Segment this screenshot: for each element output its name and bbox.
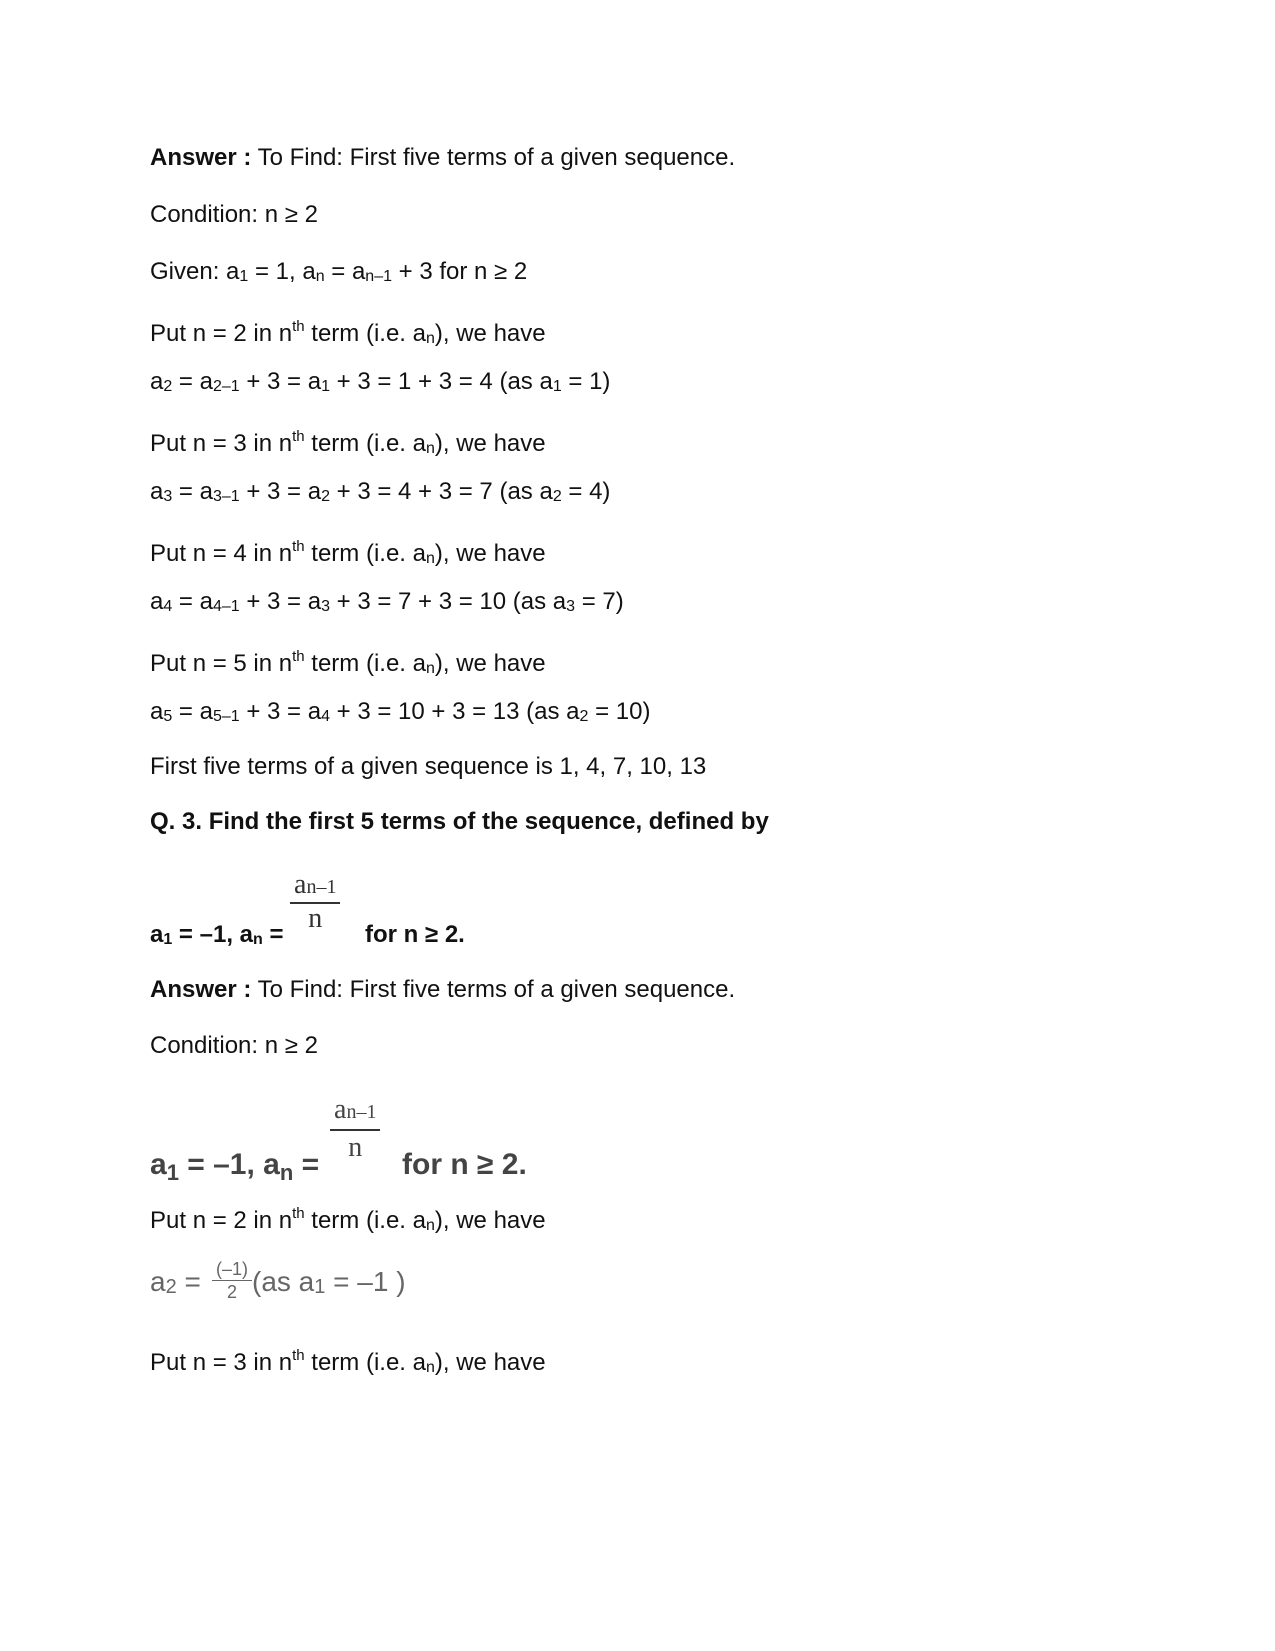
equation-line: a4 = a4–1 + 3 = a3 + 3 = 7 + 3 = 10 (as a3 = 7) xyxy=(150,588,624,615)
equation-line: a2 = a2–1 + 3 = a1 + 3 = 1 + 3 = 4 (as a1 = 1) xyxy=(150,368,611,395)
question-condition: for n ≥ 2. xyxy=(365,921,465,948)
put-line: Put n = 4 in $n^{th}$ term (i.e. an), we have xyxy=(150,538,546,567)
to-find-text: To Find: First five terms of a given sequence. xyxy=(251,976,736,1003)
condition-line: Condition: n ≥ 2 xyxy=(150,1032,318,1059)
fraction: $\frac{an-1}{n}$ xyxy=(330,1093,380,1165)
equation-line: a3 = a3–1 + 3 = a2 + 3 = 4 + 3 = 7 (as a2 = 4) xyxy=(150,478,611,505)
put-line: Put n = 2 in $n^{th}$ term (i.e. an), we have xyxy=(150,1205,546,1234)
equation-image: a2 = xyxy=(150,1266,201,1298)
put-line: Put n = 3 in $n^{th}$ term (i.e. an), we have xyxy=(150,428,546,457)
definition-condition: for n ≥ 2. xyxy=(402,1148,527,1181)
condition-line: Condition: n ≥ 2 xyxy=(150,201,318,228)
result-line: First five terms of a given sequence is 1, 4, 7, 10, 13 xyxy=(150,753,707,780)
given-line: Given: a1 = 1, an = an–1 + 3 for n ≥ 2 xyxy=(150,258,528,285)
to-find-text: To Find: First five terms of a given sequence. xyxy=(251,144,736,171)
answer-line xyxy=(150,974,735,1006)
equation-line: a5 = a5–1 + 3 = a4 + 3 = 10 + 3 = 13 (as a2 = 10) xyxy=(150,698,651,725)
question-definition: a1 = –1, an = xyxy=(150,921,284,948)
answer-label: Answer : xyxy=(150,144,252,171)
question-title: Q. 3. Find the first 5 terms of the sequence, defined by xyxy=(150,808,769,835)
equation-note: (as a1 = –1 ) xyxy=(252,1266,406,1298)
fraction: $\frac{(-1)}{2}$ xyxy=(212,1258,252,1303)
answer-label: Answer : xyxy=(150,976,252,1003)
put-line: Put n = 2 in $n^{th}$ term (i.e. an), we have xyxy=(150,318,546,347)
put-line: Put n = 3 in $n^{th}$ term (i.e. an), we have xyxy=(150,1347,546,1376)
answer-line xyxy=(150,142,735,174)
put-line: Put n = 5 in $n^{th}$ term (i.e. an), we have xyxy=(150,648,546,677)
fraction: $\frac{an-1}{n}$ xyxy=(290,870,340,934)
definition-image: $a_1 = -1$, $a_n$ = xyxy=(150,1148,320,1185)
